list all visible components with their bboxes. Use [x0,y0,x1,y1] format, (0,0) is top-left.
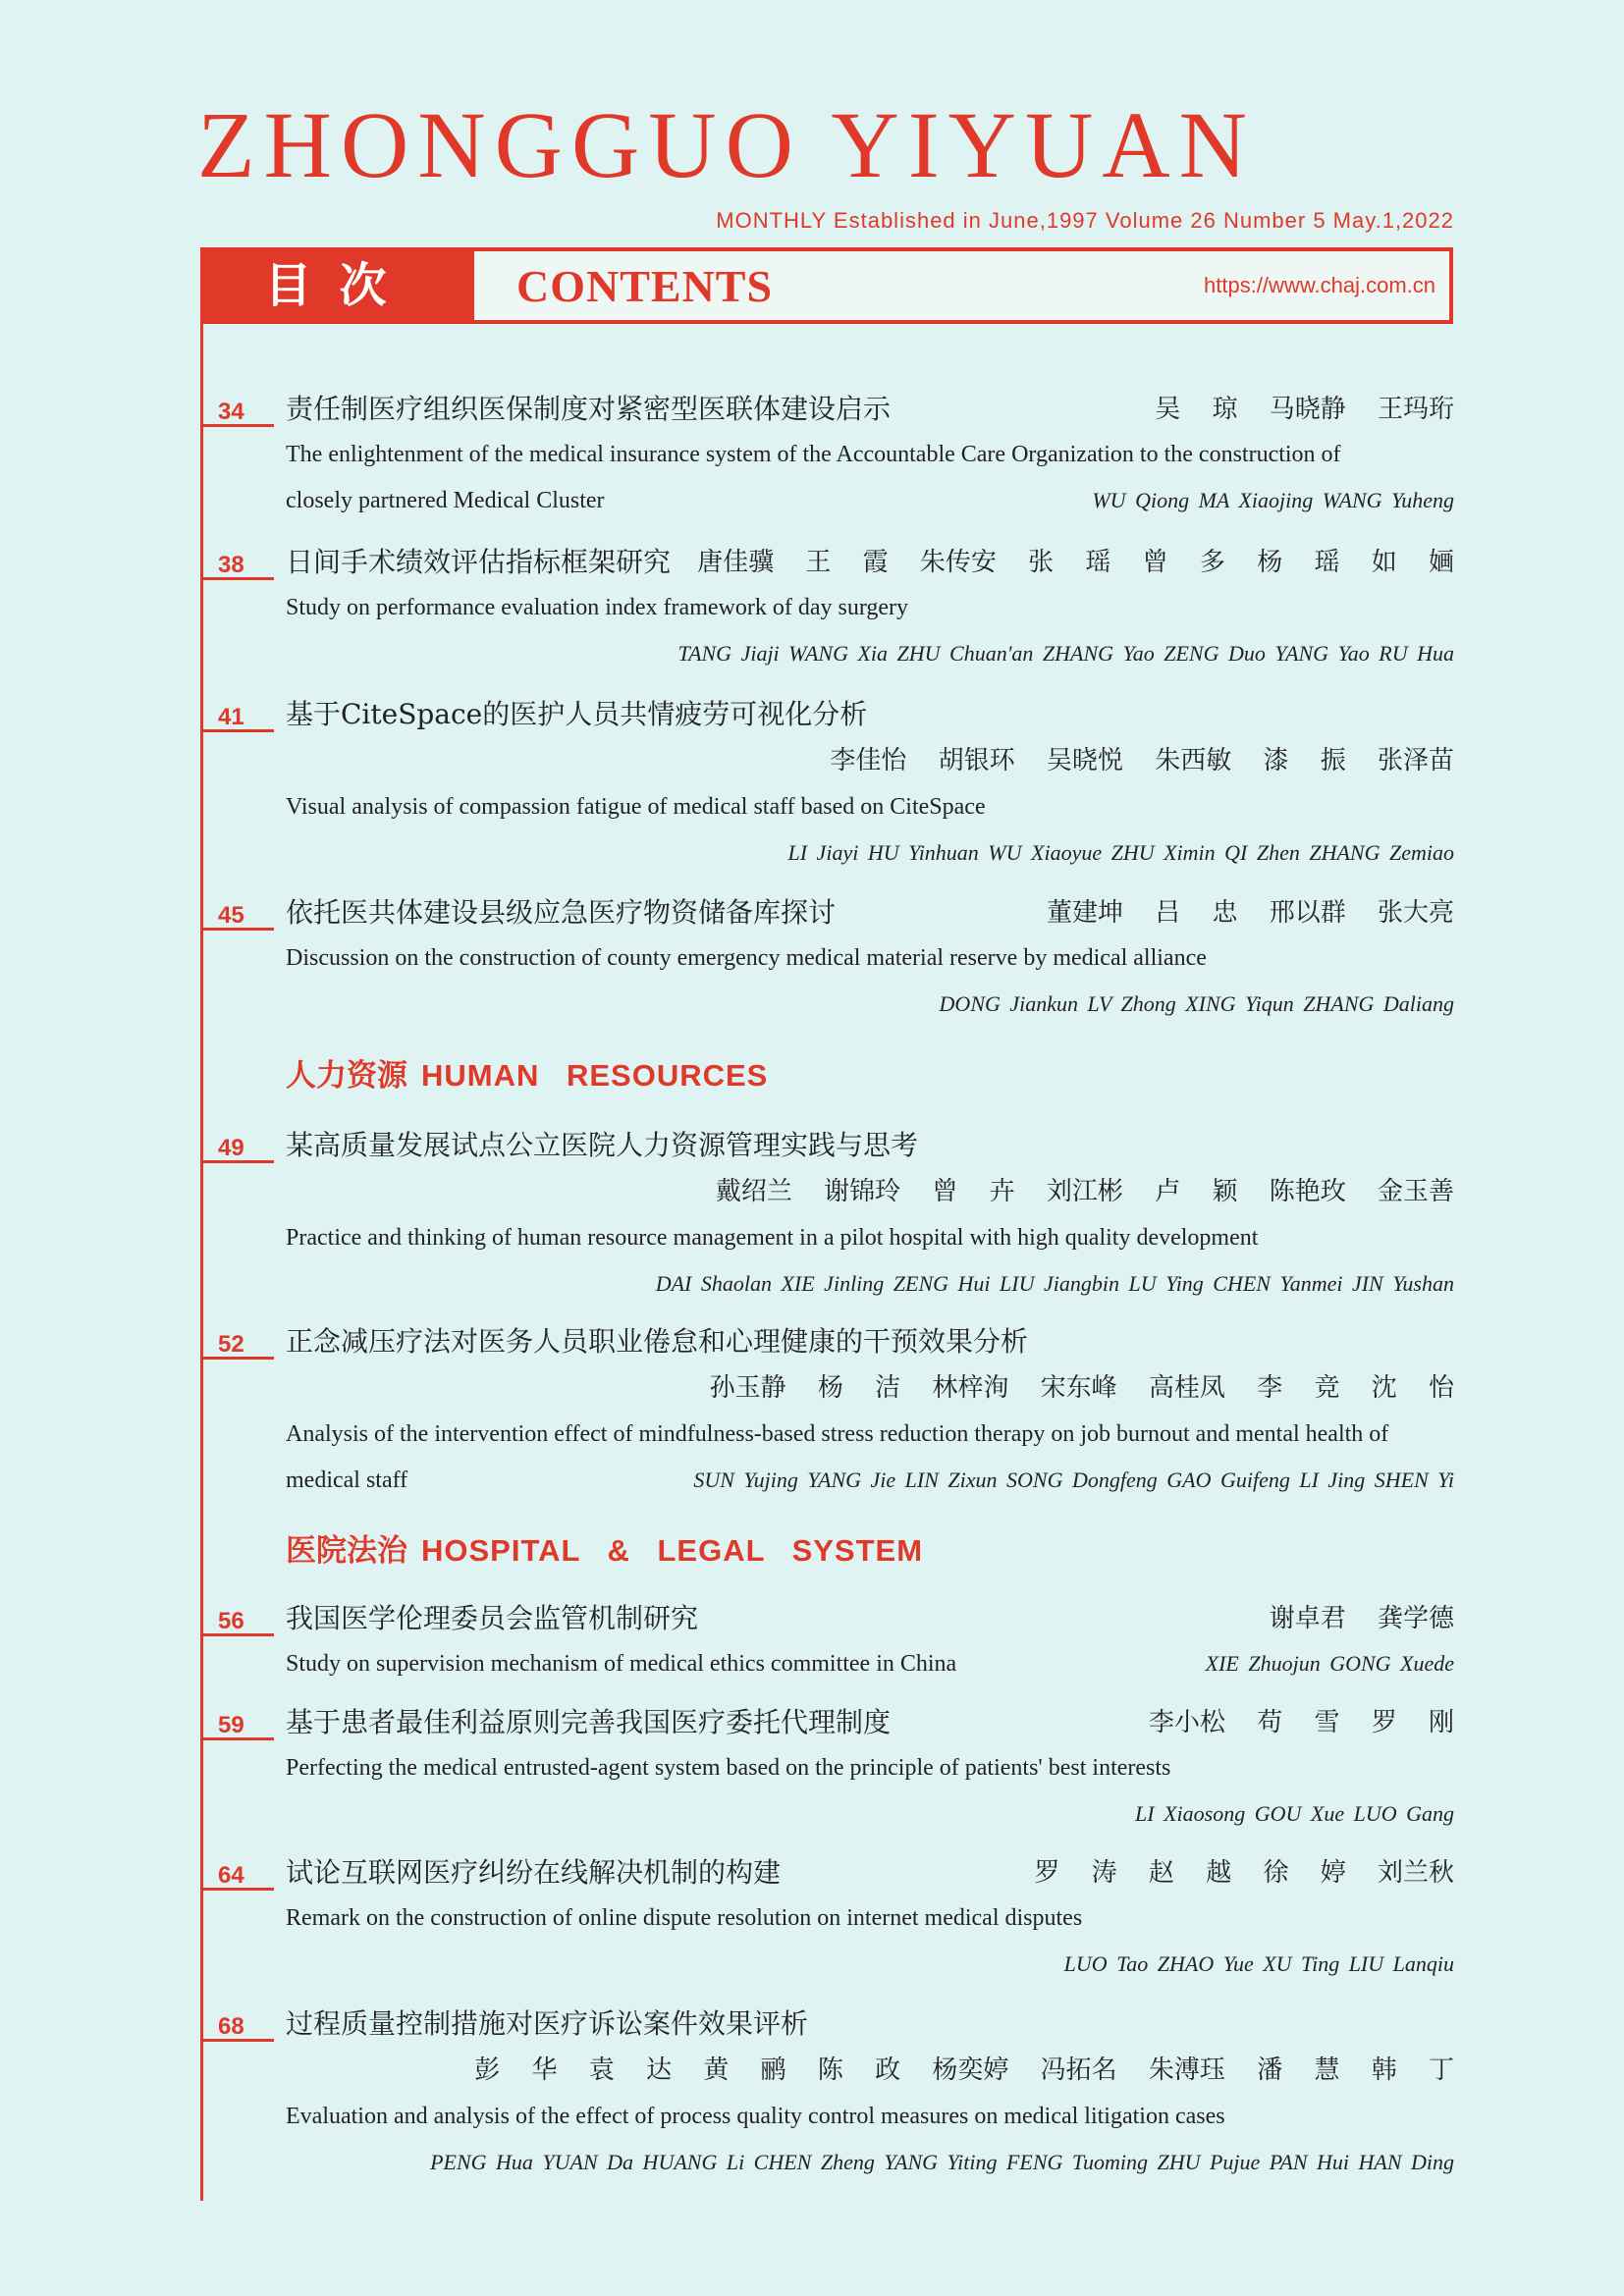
title-en: Analysis of the intervention effect of mindfulness-based stress reduction therapy on job burnout and mental health of [286,1421,1389,1447]
authors-en: LI Jiayi HU Yinhuan WU Xiaoyue ZHU Ximin QI Zhen ZHANG Zemiao [787,840,1454,865]
authors-cn: 谢卓君 龚学德 [1269,1604,1454,1633]
authors-en: XIE Zhuojun GONG Xuede [1205,1651,1454,1676]
page-number: 68 [218,2013,244,2040]
page-number: 41 [218,704,244,730]
title-cn: 我国医学伦理委员会监管机制研究 [286,1602,699,1634]
section-en: HUMAN RESOURCES [421,1058,769,1093]
title-cn: 过程质量控制措施对医疗诉讼案件效果评析 [286,2007,809,2040]
authors-en: LUO Tao ZHAO Yue XU Ting LIU Lanqiu [1063,1951,1454,1976]
authors-cn: 彭 华 袁 达 黄 鹂 陈 政 杨奕婷 冯拓名 朱溥珏 潘 慧 韩 丁 [474,2056,1454,2085]
title-en: Discussion on the construction of county emergency medical material reserve by medical alliance [286,945,1207,971]
page-number: 34 [218,399,244,425]
title-cn: 责任制医疗组织医保制度对紧密型医联体建设启示 [286,393,892,425]
margin-rule [200,324,203,2201]
title-en-cont: medical staff [286,1468,408,1493]
title-cn: 正念减压疗法对医务人员职业倦怠和心理健康的干预效果分析 [286,1325,1029,1358]
authors-cn: 董建坤 吕 忠 邢以群 张大亮 [1046,898,1454,928]
title-cn: 依托医共体建设县级应急医疗物资储备库探讨 [286,896,837,929]
section-heading-hospital-legal [286,1531,923,1571]
authors-en: DONG Jiankun LV Zhong XING Yiqun ZHANG Daliang [939,991,1454,1016]
page-number: 49 [218,1135,244,1161]
title-cn: 试论互联网医疗纠纷在线解决机制的构建 [286,1856,782,1889]
authors-en: WU Qiong MA Xiaojing WANG Yuheng [1092,488,1454,512]
page-number: 52 [218,1331,244,1358]
contents-title-cn: 目次 [204,251,474,320]
section-en: HOSPITAL & LEGAL SYSTEM [421,1533,924,1568]
authors-cn: 唐佳骥 王 霞 朱传安 张 瑶 曾 多 杨 瑶 如 婳 [697,548,1454,577]
title-en: Practice and thinking of human resource management in a pilot hospital with high quality development [286,1225,1259,1251]
issue-info: MONTHLY Established in June,1997 Volume 26 Number 5 May.1,2022 [716,208,1454,233]
authors-cn: 李小松 苟 雪 罗 刚 [1148,1708,1454,1737]
authors-cn: 罗 涛 赵 越 徐 婷 刘兰秋 [1034,1858,1454,1888]
authors-en: DAI Shaolan XIE Jinling ZENG Hui LIU Jiangbin LU Ying CHEN Yanmei JIN Yushan [655,1271,1454,1296]
journal-url-link[interactable]: https://www.chaj.com.cn [1204,273,1435,297]
section-cn: 医院法治 [286,1533,407,1569]
authors-en: PENG Hua YUAN Da HUANG Li CHEN Zheng YANG Yiting FENG Tuoming ZHU Pujue PAN Hui HAN Ding [430,2150,1454,2174]
page-number: 45 [218,902,244,929]
page-number: 56 [218,1608,244,1634]
journal-masthead: ZHONGGUO YIYUAN [197,92,1256,197]
title-cn: 基于CiteSpace的医护人员共情疲劳可视化分析 [286,698,868,730]
title-en: Visual analysis of compassion fatigue of medical staff based on CiteSpace [286,794,986,820]
contents-title-en: CONTENTS [516,261,774,311]
title-en: Study on supervision mechanism of medical ethics committee in China [286,1651,957,1677]
authors-en: TANG Jiaji WANG Xia ZHU Chuan'an ZHANG Yao ZENG Duo YANG Yao RU Hua [677,641,1454,666]
title-en: Study on performance evaluation index framework of day surgery [286,595,909,620]
authors-en: SUN Yujing YANG Jie LIN Zixun SONG Dongfeng GAO Guifeng LI Jing SHEN Yi [693,1468,1454,1492]
authors-cn: 孙玉静 杨 洁 林梓洵 宋东峰 高桂凤 李 竞 沈 怡 [709,1373,1454,1403]
title-en-cont: closely partnered Medical Cluster [286,488,605,513]
page-number: 64 [218,1862,244,1889]
title-en: Perfecting the medical entrusted-agent system based on the principle of patients' best interests [286,1755,1171,1781]
section-heading-human-resources [286,1056,768,1095]
authors-cn: 吴 琼 马晓静 王玛珩 [1155,395,1454,424]
authors-en: LI Xiaosong GOU Xue LUO Gang [1135,1801,1454,1826]
title-cn: 某高质量发展试点公立医院人力资源管理实践与思考 [286,1129,919,1161]
section-cn: 人力资源 [286,1058,407,1094]
page-number: 38 [218,552,244,578]
authors-cn: 李佳怡 胡银环 吴晓悦 朱西敏 漆 振 张泽苗 [830,746,1454,775]
title-en: Evaluation and analysis of the effect of process quality control measures on medical litigation cases [286,2104,1225,2129]
title-en: The enlightenment of the medical insurance system of the Accountable Care Organization to the construction of [286,442,1341,467]
authors-cn: 戴绍兰 谢锦玲 曾 卉 刘江彬 卢 颖 陈艳玫 金玉善 [715,1177,1454,1206]
title-cn: 基于患者最佳利益原则完善我国医疗委托代理制度 [286,1706,892,1738]
title-en: Remark on the construction of online dispute resolution on internet medical disputes [286,1905,1083,1931]
contents-banner [200,247,1453,324]
title-cn: 日间手术绩效评估指标框架研究 [286,546,672,578]
page-number: 59 [218,1712,244,1738]
